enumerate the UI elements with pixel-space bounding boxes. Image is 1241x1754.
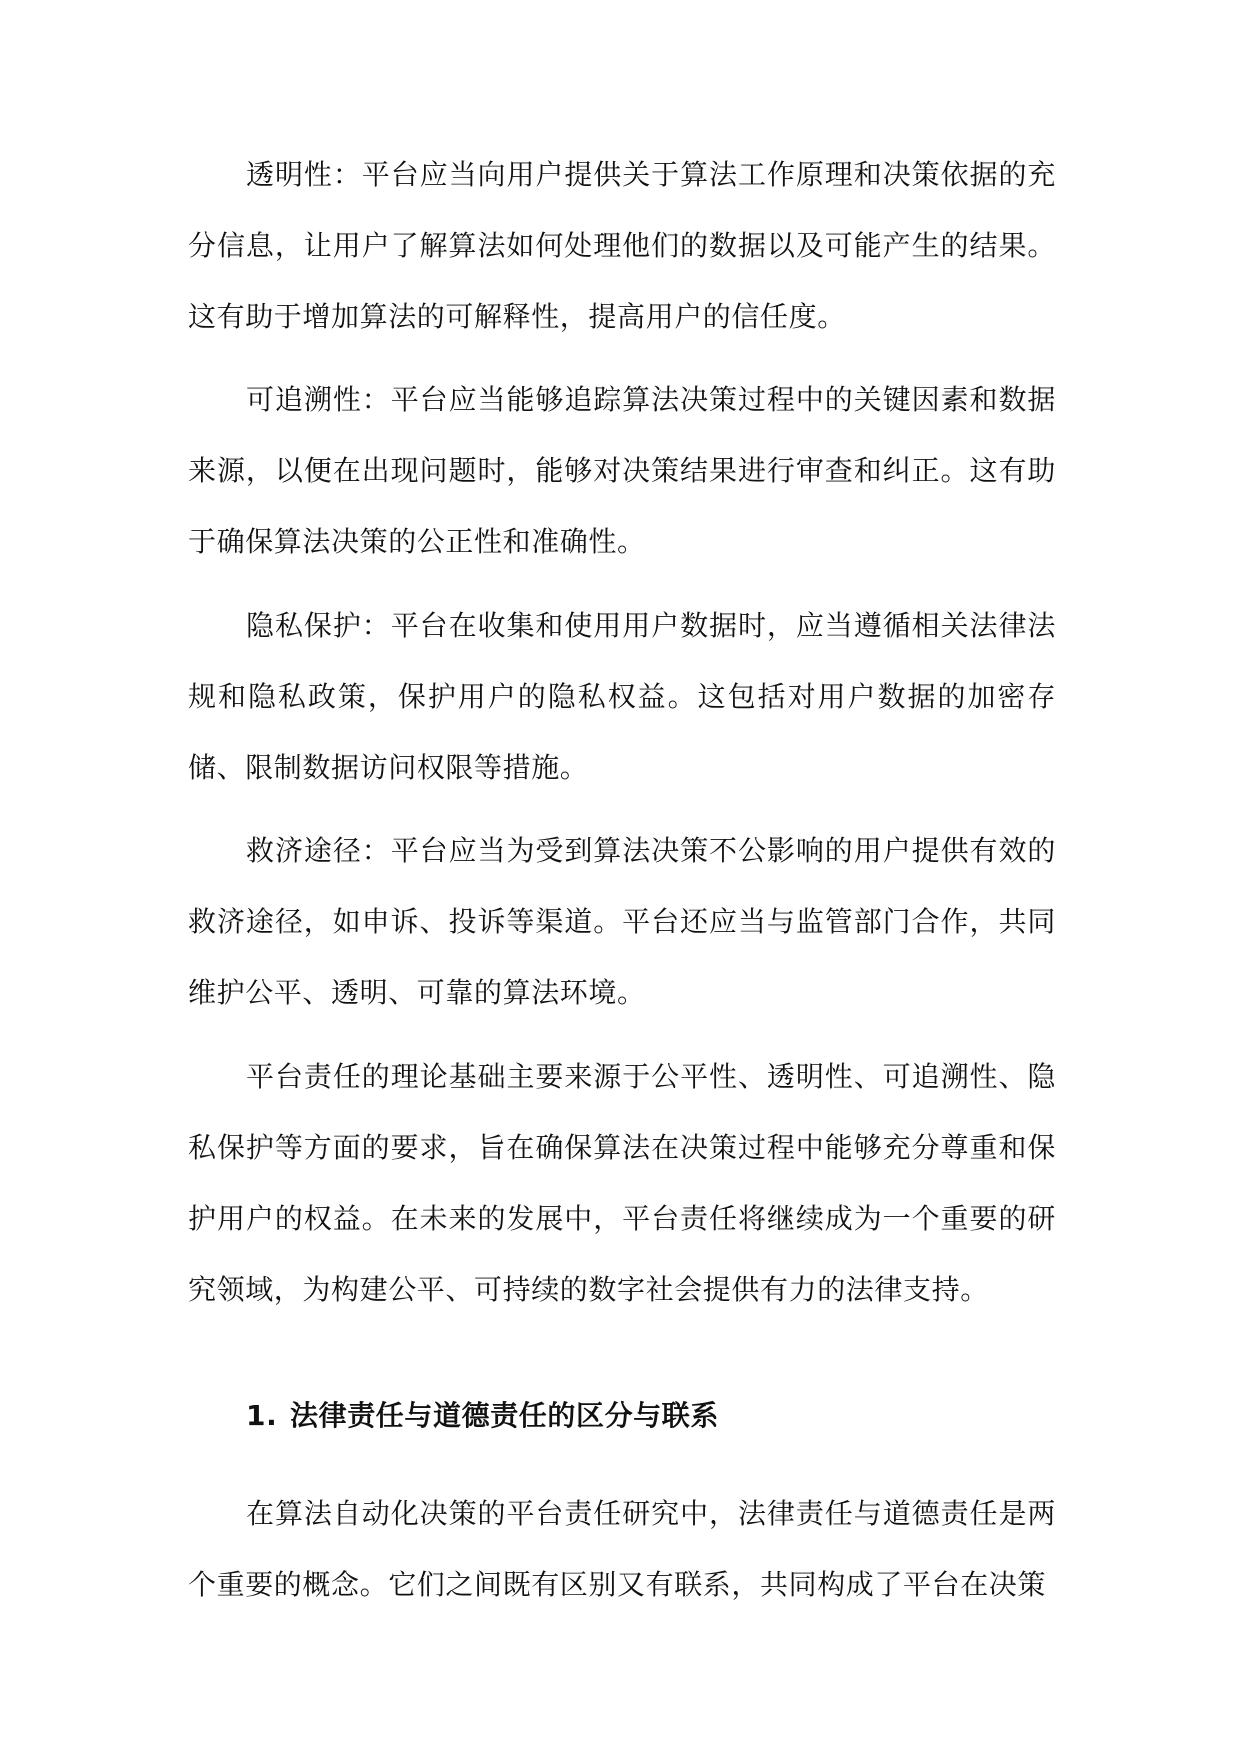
paragraph-traceability: 可追溯性：平台应当能够追踪算法决策过程中的关键因素和数据来源，以便在出现问题时，能够对决策结果进行审查和纠正。这有助于确保算法决策的公正性和准确性。 <box>188 383 1056 558</box>
paragraph-privacy: 隐私保护：平台在收集和使用用户数据时，应当遵循相关法律法规和隐私政策，保护用户的隐私权益。这包括对用户数据的加密存储、限制数据访问权限等措施。 <box>188 609 1056 784</box>
section-heading <box>246 1391 719 1441</box>
paragraph-intro: 在算法自动化决策的平台责任研究中，法律责任与道德责任是两个重要的概念。它们之间既有区别又有联系，共同构成了平台在决策 <box>188 1497 1056 1601</box>
paragraph-transparency: 透明性：平台应当向用户提供关于算法工作原理和决策依据的充分信息，让用户了解算法如何处理他们的数据以及可能产生的结果。这有助于增加算法的可解释性，提高用户的信任度。 <box>188 158 1056 333</box>
paragraph-remedy: 救济途径：平台应当为受到算法决策不公影响的用户提供有效的救济途径，如申诉、投诉等渠道。平台还应当与监管部门合作，共同维护公平、透明、可靠的算法环境。 <box>188 834 1056 1009</box>
section-heading-number: 1. <box>246 1399 278 1432</box>
section-heading-title: 法律责任与道德责任的区分与联系 <box>290 1399 720 1432</box>
paragraph-summary: 平台责任的理论基础主要来源于公平性、透明性、可追溯性、隐私保护等方面的要求，旨在确保算法在决策过程中能够充分尊重和保护用户的权益。在未来的发展中，平台责任将继续成为一个重要的研究领域，为构建公平、可持续的数字社会提供有力的法律支持。 <box>188 1060 1056 1306</box>
